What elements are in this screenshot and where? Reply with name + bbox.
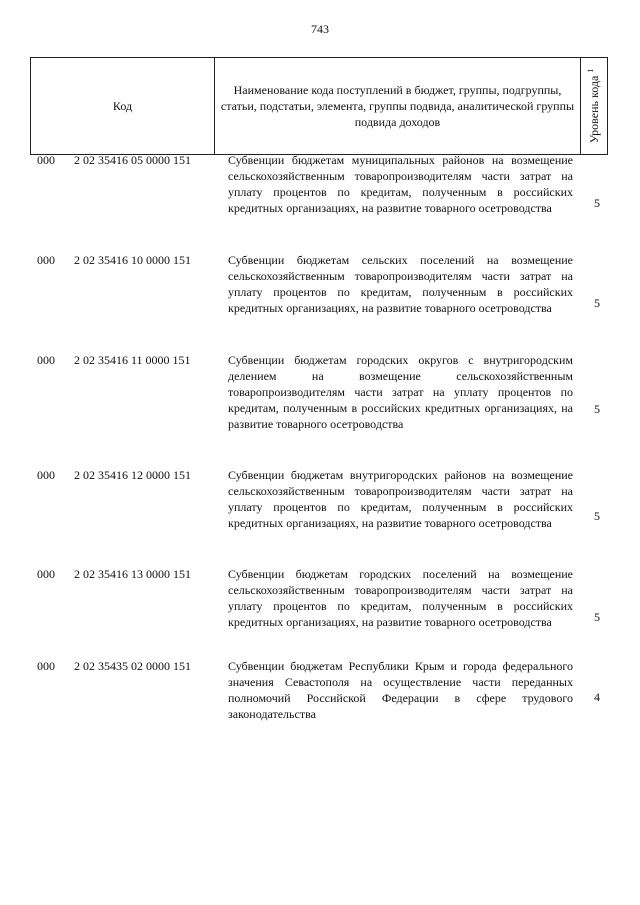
revenue-name: Субвенции бюджетам Республики Крым и города федерального значения Севастополя на осуществление части переданных полномочий Российской Федерации в сфере трудового законодательства	[228, 659, 573, 721]
header-name: Наименование кода поступлений в бюджет, группы, подгруппы, статьи, подстатьи, элемента, группы подвида, аналитической группы подвида доходов	[220, 83, 575, 129]
admin-code: 000	[37, 353, 55, 367]
revenue-code: 2 02 35416 12 0000 151	[74, 468, 191, 482]
revenue-code: 2 02 35416 11 0000 151	[74, 353, 191, 367]
header-level-footnote: 1	[586, 68, 595, 73]
revenue-code: 2 02 35416 13 0000 151	[74, 567, 191, 581]
code-level: 4	[594, 690, 600, 704]
table-header	[30, 57, 608, 155]
code-level: 5	[594, 509, 600, 523]
admin-code: 000	[37, 468, 55, 482]
code-level: 5	[594, 402, 600, 416]
header-level	[581, 58, 607, 154]
revenue-name: Субвенции бюджетам внутригородских районов на возмещение сельскохозяйственным товаропроизводителям части затрат на уплату процентов по кредитам, полученным в российских кредитных организациях, на развитие товарного осетроводства	[228, 468, 573, 530]
admin-code: 000	[37, 567, 55, 581]
admin-code: 000	[37, 153, 55, 167]
revenue-code: 2 02 35416 10 0000 151	[74, 253, 191, 267]
header-divider	[607, 58, 608, 154]
revenue-name: Субвенции бюджетам городских округов с внутригородским делением на возмещение сельскохозяйственным товаропроизводителям части затрат на уплату процентов по кредитам, полученным в российских кредитных организациях, на развитие товарного осетроводства	[228, 353, 573, 431]
header-level-label	[586, 69, 602, 144]
header-level-text: Уровень кода	[587, 75, 601, 144]
code-level: 5	[594, 610, 600, 624]
revenue-name: Субвенции бюджетам сельских поселений на возмещение сельскохозяйственным товаропроизводителям части затрат на уплату процентов по кредитам, полученным в российских кредитных организациях, на развитие товарного осетроводства	[228, 253, 573, 315]
code-level: 5	[594, 296, 600, 310]
admin-code: 000	[37, 253, 55, 267]
revenue-code: 2 02 35416 05 0000 151	[74, 153, 191, 167]
revenue-name: Субвенции бюджетам городских поселений на возмещение сельскохозяйственным товаропроизводителям части затрат на уплату процентов по кредитам, полученным в российских кредитных организациях, на развитие товарного осетроводства	[228, 567, 573, 629]
code-level: 5	[594, 196, 600, 210]
page-number: 743	[311, 22, 329, 36]
admin-code: 000	[37, 659, 55, 673]
header-code: Код	[112, 98, 133, 113]
revenue-name: Субвенции бюджетам муниципальных районов на возмещение сельскохозяйственным товаропроизводителям части затрат на уплату процентов по кредитам, полученным в российских кредитных организациях, на развитие товарного осетроводства	[228, 153, 573, 215]
revenue-code: 2 02 35435 02 0000 151	[74, 659, 191, 673]
